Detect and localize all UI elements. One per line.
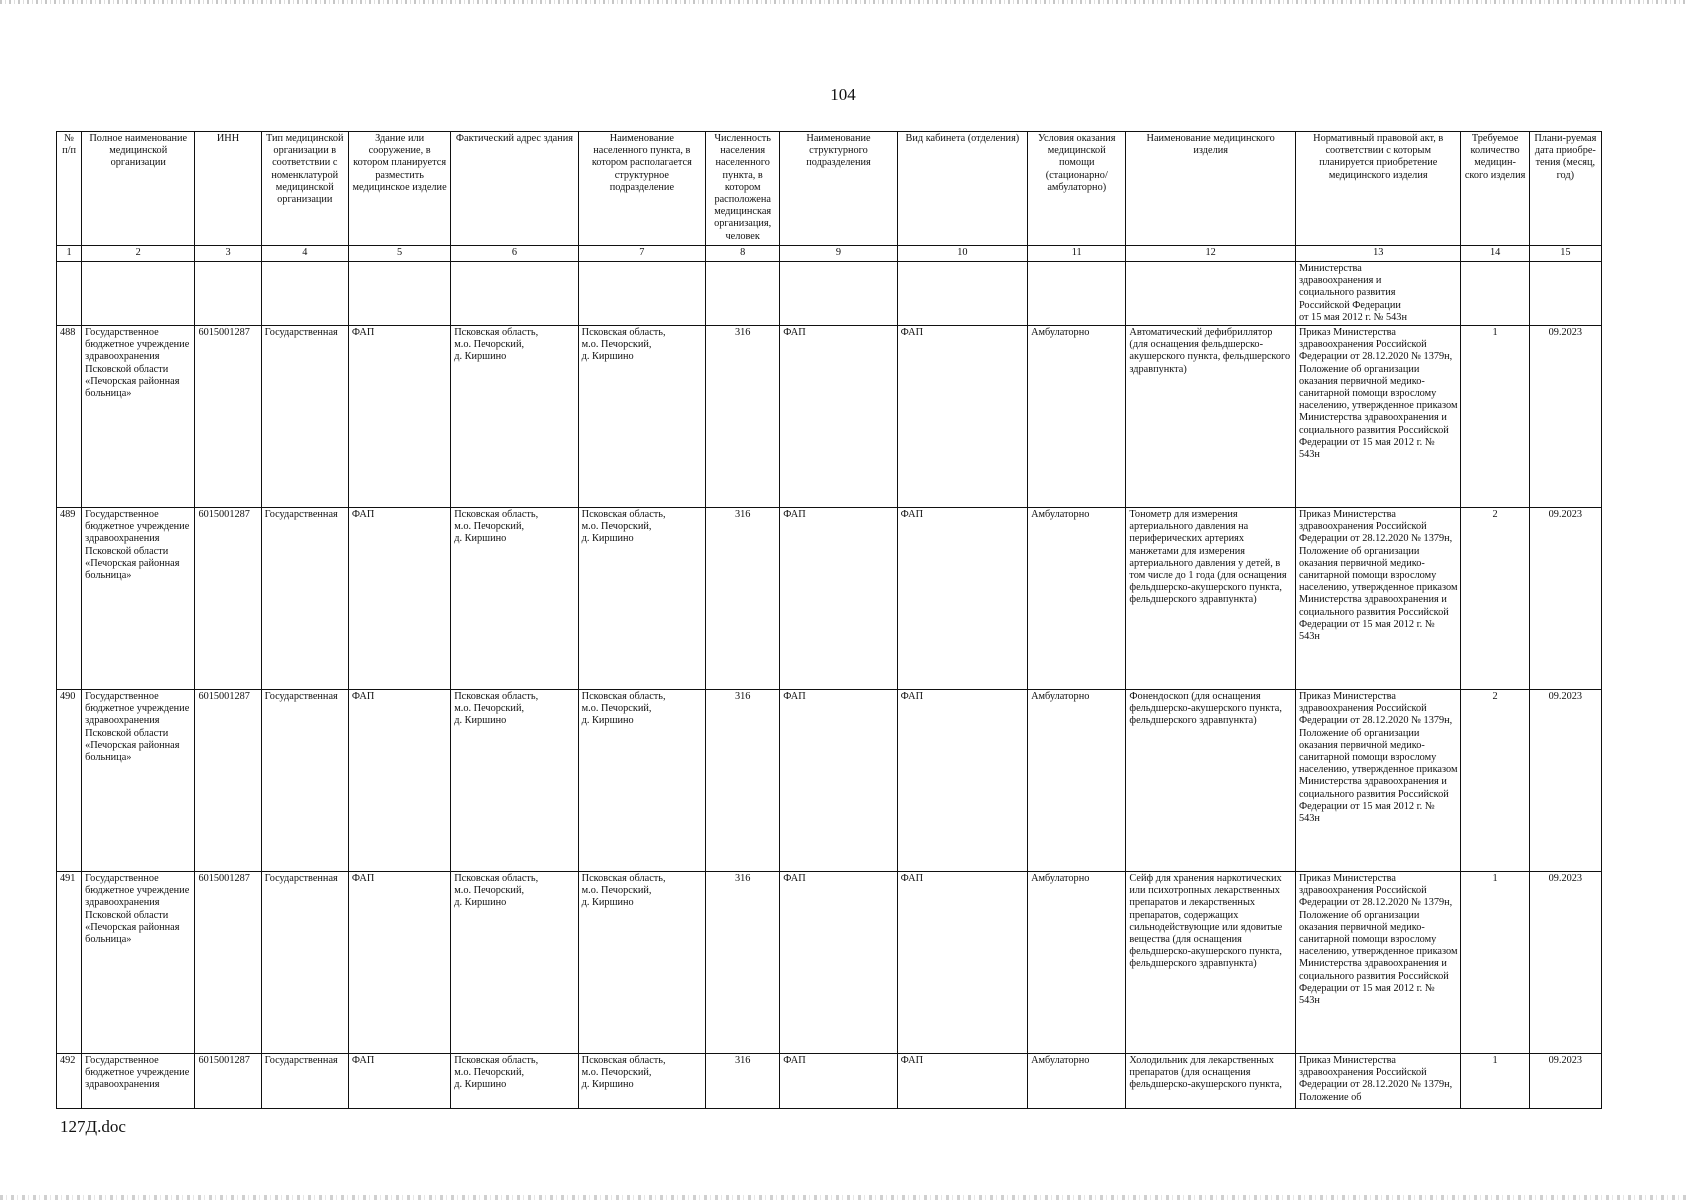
header-cell: Наименование медицинского изделия xyxy=(1126,132,1296,246)
header-cell: ИНН xyxy=(195,132,261,246)
organization-name: Государственное бюджетное учреждение здравоохранения Псковской области «Печорская районная больница» xyxy=(82,690,195,872)
continuation-row xyxy=(57,262,1602,326)
care-conditions: Амбулаторно xyxy=(1028,326,1126,508)
header-cell: Численность населения населенного пункта, в котором расположена медицинская организация, человек xyxy=(706,132,780,246)
device-name: Холодильник для лекарственных препаратов (для оснащения фельдшерско-акушерского пункта, xyxy=(1126,1054,1296,1109)
purchase-date: 09.2023 xyxy=(1529,1054,1601,1109)
device-name: Автоматический дефибриллятор (для оснащения фельдшерско-акушерского пункта, фельдшерского здравпункта) xyxy=(1126,326,1296,508)
population: 316 xyxy=(706,872,780,1054)
scan-edge-bottom xyxy=(0,1195,1686,1200)
inn: 6015001287 xyxy=(195,326,261,508)
organization-name: Государственное бюджетное учреждение здравоохранения xyxy=(82,1054,195,1109)
purchase-date: 09.2023 xyxy=(1529,508,1601,690)
settlement: Псковская область, м.о. Печорский, д. Киршино xyxy=(578,326,705,508)
inn: 6015001287 xyxy=(195,508,261,690)
settlement: Псковская область, м.о. Печорский, д. Киршино xyxy=(578,508,705,690)
quantity: 1 xyxy=(1461,1054,1529,1109)
column-number: 8 xyxy=(706,246,780,262)
address: Псковская область, м.о. Печорский, д. Киршино xyxy=(451,690,578,872)
row-number: 491 xyxy=(57,872,82,1054)
legal-act: Приказ Министерства здравоохранения Российской Федерации от 28.12.2020 № 1379н, Положение об организации оказания первичной медико-санитарной помощи взрослому населению, утвержденное приказом Министерства здравоохранения и социального развития Российской Федерации от 15 мая 2012 г. № 543н xyxy=(1295,508,1461,690)
column-number: 1 xyxy=(57,246,82,262)
organization-type: Государственная xyxy=(261,508,348,690)
purchase-date: 09.2023 xyxy=(1529,872,1601,1054)
organization-name: Государственное бюджетное учреждение здравоохранения Псковской области «Печорская районная больница» xyxy=(82,326,195,508)
column-number: 11 xyxy=(1028,246,1126,262)
row-number: 490 xyxy=(57,690,82,872)
quantity: 1 xyxy=(1461,872,1529,1054)
settlement: Псковская область, м.о. Печорский, д. Киршино xyxy=(578,872,705,1054)
document-filename: 127Д.doc xyxy=(60,1117,126,1136)
care-conditions: Амбулаторно xyxy=(1028,1054,1126,1109)
column-number: 12 xyxy=(1126,246,1296,262)
care-conditions: Амбулаторно xyxy=(1028,690,1126,872)
header-cell: Условия оказания медицинской помощи (стационарно/ амбулаторно) xyxy=(1028,132,1126,246)
column-number: 2 xyxy=(82,246,195,262)
quantity: 2 xyxy=(1461,690,1529,872)
header-cell: Наименование структурного подразделения xyxy=(780,132,897,246)
header-cell: Здание или сооружение, в котором планируется разместить медицинское изделие xyxy=(348,132,450,246)
building: ФАП xyxy=(348,326,450,508)
inn: 6015001287 xyxy=(195,690,261,872)
structural-unit: ФАП xyxy=(780,872,897,1054)
header-cell: Полное наименование медицинской организации xyxy=(82,132,195,246)
table-row xyxy=(57,508,1602,690)
medical-equipment-table xyxy=(56,131,1602,1109)
quantity: 1 xyxy=(1461,326,1529,508)
address: Псковская область, м.о. Печорский, д. Киршино xyxy=(451,872,578,1054)
device-name: Тонометр для измерения артериального давления на периферических артериях манжетами для измерения артериального давления у детей, в том числе до 1 года (для оснащения фельдшерско-акушерского пункта, фельдшерского здравпункта) xyxy=(1126,508,1296,690)
column-number: 6 xyxy=(451,246,578,262)
column-number: 3 xyxy=(195,246,261,262)
care-conditions: Амбулаторно xyxy=(1028,872,1126,1054)
page-number: 104 xyxy=(830,85,856,104)
legal-act: Приказ Министерства здравоохранения Российской Федерации от 28.12.2020 № 1379н, Положение об xyxy=(1295,1054,1461,1109)
header-cell: Требуемое количество медицин-ского изделия xyxy=(1461,132,1529,246)
row-number: 488 xyxy=(57,326,82,508)
cabinet-type: ФАП xyxy=(897,872,1027,1054)
legal-act: Приказ Министерства здравоохранения Российской Федерации от 28.12.2020 № 1379н, Положение об организации оказания первичной медико-санитарной помощи взрослому населению, утвержденное приказом Министерства здравоохранения и социального развития Российской Федерации от 15 мая 2012 г. № 543н xyxy=(1295,872,1461,1054)
structural-unit: ФАП xyxy=(780,690,897,872)
legal-act: Приказ Министерства здравоохранения Российской Федерации от 28.12.2020 № 1379н, Положение об организации оказания первичной медико-санитарной помощи взрослому населению, утвержденное приказом Министерства здравоохранения и социального развития Российской Федерации от 15 мая 2012 г. № 543н xyxy=(1295,690,1461,872)
row-number: 489 xyxy=(57,508,82,690)
organization-type: Государственная xyxy=(261,690,348,872)
column-number: 14 xyxy=(1461,246,1529,262)
scan-edge-top xyxy=(0,0,1686,4)
header-cell: Вид кабинета (отделения) xyxy=(897,132,1027,246)
column-number: 9 xyxy=(780,246,897,262)
inn: 6015001287 xyxy=(195,1054,261,1109)
column-number: 13 xyxy=(1295,246,1461,262)
column-number-row xyxy=(57,246,1602,262)
building: ФАП xyxy=(348,872,450,1054)
column-number: 7 xyxy=(578,246,705,262)
cabinet-type: ФАП xyxy=(897,508,1027,690)
act-continuation-cell: Министерства здравоохранения и социального развития Российской Федерации от 15 мая 2012 г. № 543н xyxy=(1295,262,1461,326)
column-number: 10 xyxy=(897,246,1027,262)
care-conditions: Амбулаторно xyxy=(1028,508,1126,690)
organization-name: Государственное бюджетное учреждение здравоохранения Псковской области «Печорская районная больница» xyxy=(82,872,195,1054)
table-row xyxy=(57,872,1602,1054)
row-number: 492 xyxy=(57,1054,82,1109)
structural-unit: ФАП xyxy=(780,326,897,508)
table-row xyxy=(57,326,1602,508)
building: ФАП xyxy=(348,508,450,690)
device-name: Сейф для хранения наркотических или психотропных лекарственных препаратов и лекарственных препаратов, содержащих сильнодействующие или ядовитые вещества (для оснащения фельдшерско-акушерского пункта, фельдшерского здравпункта) xyxy=(1126,872,1296,1054)
cabinet-type: ФАП xyxy=(897,326,1027,508)
device-name: Фонендоскоп (для оснащения фельдшерско-акушерского пункта, фельдшерского здравпункта) xyxy=(1126,690,1296,872)
header-cell: Наименование населенного пункта, в котором располагается структурное подразделение xyxy=(578,132,705,246)
column-number: 15 xyxy=(1529,246,1601,262)
table-row xyxy=(57,1054,1602,1109)
purchase-date: 09.2023 xyxy=(1529,326,1601,508)
population: 316 xyxy=(706,690,780,872)
header-cell: Плани-руемая дата приобре-тения (месяц, год) xyxy=(1529,132,1601,246)
column-number: 5 xyxy=(348,246,450,262)
population: 316 xyxy=(706,508,780,690)
population: 316 xyxy=(706,326,780,508)
organization-type: Государственная xyxy=(261,1054,348,1109)
legal-act: Приказ Министерства здравоохранения Российской Федерации от 28.12.2020 № 1379н, Положение об организации оказания первичной медико-санитарной помощи взрослому населению, утвержденное приказом Министерства здравоохранения и социального развития Российской Федерации от 15 мая 2012 г. № 543н xyxy=(1295,326,1461,508)
address: Псковская область, м.о. Печорский, д. Киршино xyxy=(451,326,578,508)
cabinet-type: ФАП xyxy=(897,690,1027,872)
address: Псковская область, м.о. Печорский, д. Киршино xyxy=(451,508,578,690)
header-cell: Нормативный правовой акт, в соответствии с которым планируется приобретение медицинского изделия xyxy=(1295,132,1461,246)
table-header-row xyxy=(57,132,1602,246)
organization-type: Государственная xyxy=(261,872,348,1054)
structural-unit: ФАП xyxy=(780,1054,897,1109)
organization-name: Государственное бюджетное учреждение здравоохранения Псковской области «Печорская районная больница» xyxy=(82,508,195,690)
header-cell: Тип медицинской организации в соответствии с номенклатурой медицинской организации xyxy=(261,132,348,246)
address: Псковская область, м.о. Печорский, д. Киршино xyxy=(451,1054,578,1109)
structural-unit: ФАП xyxy=(780,508,897,690)
settlement: Псковская область, м.о. Печорский, д. Киршино xyxy=(578,690,705,872)
building: ФАП xyxy=(348,1054,450,1109)
organization-type: Государственная xyxy=(261,326,348,508)
table-row xyxy=(57,690,1602,872)
building: ФАП xyxy=(348,690,450,872)
header-cell: Фактический адрес здания xyxy=(451,132,578,246)
quantity: 2 xyxy=(1461,508,1529,690)
inn: 6015001287 xyxy=(195,872,261,1054)
cabinet-type: ФАП xyxy=(897,1054,1027,1109)
column-number: 4 xyxy=(261,246,348,262)
settlement: Псковская область, м.о. Печорский, д. Киршино xyxy=(578,1054,705,1109)
purchase-date: 09.2023 xyxy=(1529,690,1601,872)
population: 316 xyxy=(706,1054,780,1109)
header-cell: № п/п xyxy=(57,132,82,246)
